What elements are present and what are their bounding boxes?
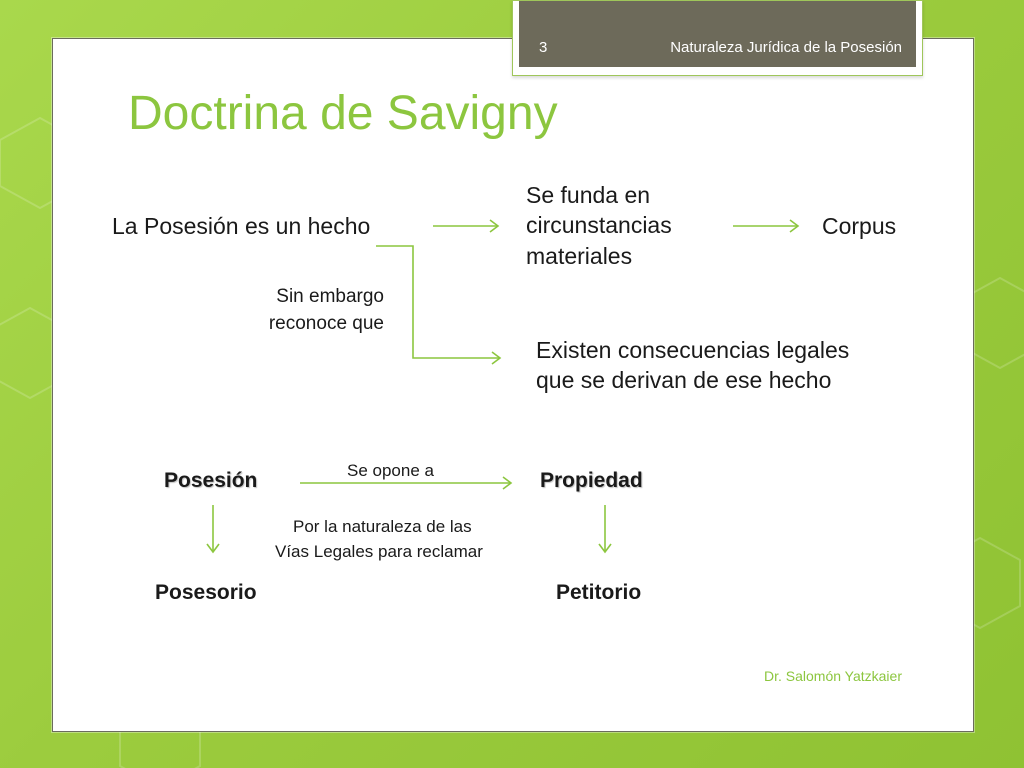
sin-embargo-line-1: Sin embargo xyxy=(276,286,384,307)
funda-line-2: circunstancias xyxy=(526,212,672,238)
funda-line-3: materiales xyxy=(526,243,633,269)
naturaleza-line-2: Vías Legales para reclamar xyxy=(275,542,483,561)
posesion-label: Posesión xyxy=(164,469,258,492)
petitorio-label: Petitorio xyxy=(556,581,642,604)
header-title: Naturaleza Jurídica de la Posesión xyxy=(670,39,902,56)
se-opone-label: Se opone a xyxy=(347,461,434,480)
funda-line-1: Se funda en xyxy=(526,182,651,208)
corpus-label: Corpus xyxy=(822,213,897,239)
naturaleza-line-1: Por la naturaleza de las xyxy=(293,517,472,536)
posesion-es-hecho: La Posesión es un hecho xyxy=(112,213,371,239)
arrow-hecho-to-consecuencias xyxy=(376,246,500,358)
propiedad-label: Propiedad xyxy=(540,469,643,492)
sin-embargo-line-2: reconoce que xyxy=(268,313,384,334)
posesorio-label: Posesorio xyxy=(155,581,257,604)
consecuencias-line-1: Existen consecuencias legales xyxy=(536,337,850,363)
slide-title: Doctrina de Savigny xyxy=(128,87,558,140)
consecuencias-line-2: que se derivan de ese hecho xyxy=(536,367,832,393)
author-footer: Dr. Salomón Yatzkaier xyxy=(764,668,902,684)
slide-number: 3 xyxy=(539,39,548,56)
